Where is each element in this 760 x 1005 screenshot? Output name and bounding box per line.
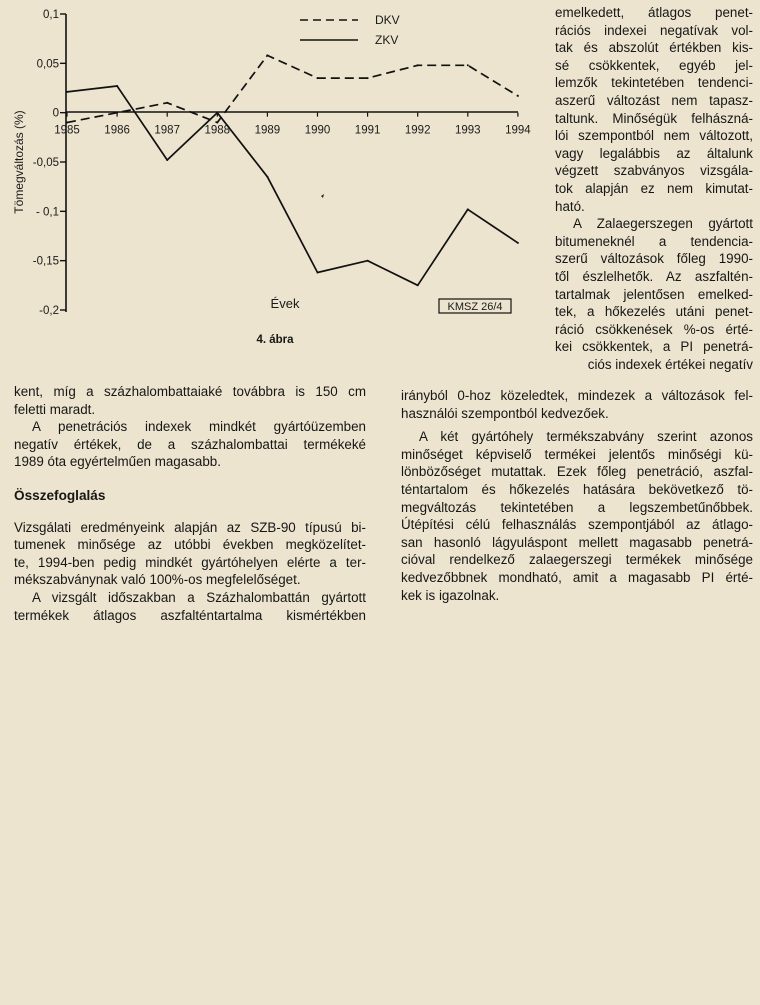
paragraph-line: sé csökkentek, egyéb jel- xyxy=(555,57,753,73)
y-tick-label: - 0,1 xyxy=(35,206,59,219)
paragraph-line: Vizsgálati eredményeink alapján az SZB-90 típusú bi- xyxy=(14,519,366,535)
data-point-zkv xyxy=(517,242,519,244)
x-tick-label: 1989 xyxy=(254,124,281,137)
paragraph-line: cióval rendelkező zalaegerszegi termékek minősége xyxy=(401,552,753,568)
x-tick-label: 1991 xyxy=(354,124,381,137)
paragraph-line: bitumeneknél a tendencia- xyxy=(555,233,753,249)
paragraph-line: lói szempontból nem változott, xyxy=(555,128,753,144)
paragraph-line: A Zalaegerszegen gyártott xyxy=(573,216,753,232)
paragraph-line: megváltozás tekintetében a legszembetűnőbbek. xyxy=(401,499,753,515)
paragraph-line: irányból 0-hoz közeledtek, mindezek a változások fel- xyxy=(401,388,753,403)
paragraph-line: A két gyártóhely termékszabvány szerint azonos xyxy=(419,429,753,445)
paragraph-line: ható. xyxy=(555,198,585,214)
data-point-dkv xyxy=(517,95,519,97)
paragraph-line: te, 1994-ben pedig mindkét gyártóhelyen elérte a ter- xyxy=(14,554,366,570)
paragraph-line: kei csökkentek, a PI penetrá- xyxy=(555,339,753,355)
x-tick-label: 1992 xyxy=(404,124,431,137)
paragraph-line: 1989 óta egyértelműen magasabb. xyxy=(14,454,221,470)
paragraph-line: A penetrációs indexek mindkét gyártóüzemben xyxy=(32,419,366,435)
data-point-dkv xyxy=(166,102,168,104)
x-axis-label: Évek xyxy=(270,296,300,311)
data-point-zkv xyxy=(166,159,168,161)
paragraph-line: tek, a hőkezelés utáni penet- xyxy=(555,304,753,320)
paragraph-line: termékek átlagos aszfalténtartalma kismértékben xyxy=(14,607,366,623)
x-tick-label: 1994 xyxy=(505,124,531,137)
left-column xyxy=(14,383,366,624)
paragraph-line: lönbözőséget mutattak. Ezek főleg penetráció, aszfal- xyxy=(401,464,753,480)
y-tick-label: -0,05 xyxy=(32,157,59,169)
paragraph-line: ciós indexek értékei negatív xyxy=(587,356,753,372)
data-point-dkv xyxy=(367,77,369,79)
legend xyxy=(300,13,400,47)
paragraph-line: végzett szabványos vizsgála- xyxy=(555,163,753,179)
y-tick-group xyxy=(33,9,66,317)
data-point-dkv xyxy=(317,77,319,79)
data-point-zkv xyxy=(216,112,218,114)
y-axis-label: Tömegváltozás (%) xyxy=(12,110,26,214)
paragraph-line: tartalmak jelentősen emelked- xyxy=(555,286,753,302)
right-column-bottom xyxy=(401,387,753,604)
paragraph-line: aszerű változást nem tapasz- xyxy=(555,92,753,108)
data-point-zkv xyxy=(467,208,469,210)
paragraph-line: vagy legalábbis az általunk xyxy=(555,145,753,161)
paragraph-line: kent, míg a százhalombattaiaké továbbra is 150 cm xyxy=(14,384,366,399)
paragraph-line: tak és abszolút értékben kis- xyxy=(555,40,753,56)
paragraph-line: Útépítési célú felhasználás szempontjából az átlago- xyxy=(401,517,753,533)
paragraph-line: használói szempontból kedvezőek. xyxy=(401,405,609,421)
data-point-dkv xyxy=(417,64,419,66)
series-group xyxy=(66,54,519,286)
paragraph-line: kek is igazolnak. xyxy=(401,587,500,603)
data-point-dkv xyxy=(66,122,68,124)
data-point-dkv xyxy=(467,64,469,66)
paragraph-line: emelkedett, átlagos penet- xyxy=(555,5,753,20)
y-tick-label: 0,05 xyxy=(36,58,59,71)
paragraph-line: tumenek minősége az utóbbi években megközelítet- xyxy=(14,537,366,553)
stray-mark xyxy=(321,194,324,198)
paragraph-line: kedvezőbbnek mondható, amit a magasabb PI érté- xyxy=(401,569,753,585)
paragraph-line: téntartalom és hőkezelés hatására bekövetkező tö- xyxy=(401,481,753,497)
y-tick-label: -0,15 xyxy=(32,255,59,268)
data-point-zkv xyxy=(417,284,419,286)
legend-zkv-label: ZKV xyxy=(375,33,399,47)
x-tick-label: 1990 xyxy=(304,124,331,137)
data-point-zkv xyxy=(367,260,369,262)
badge-text: KMSZ 26/4 xyxy=(447,301,503,313)
paragraph-line: lemzők tekintetében tendenci- xyxy=(555,75,753,91)
x-tick-label: 1987 xyxy=(154,124,180,137)
series-line-zkv xyxy=(67,86,518,285)
data-point-zkv xyxy=(116,85,118,87)
y-tick-label: 0 xyxy=(52,107,59,120)
paragraph-line: től észlelhetők. Az aszfaltén- xyxy=(555,268,753,284)
paragraph-line: feletti maradt. xyxy=(14,401,96,417)
section-heading: Összefoglalás xyxy=(14,487,106,503)
data-point-dkv xyxy=(116,112,118,114)
y-tick-label: 0,1 xyxy=(43,9,59,21)
paragraph-line: tok alapján ez nem kimutat- xyxy=(555,180,753,196)
paragraph-line: taltunk. Minőségük felhászná- xyxy=(555,110,753,126)
y-tick-label: -0,2 xyxy=(39,305,59,317)
x-tick-group xyxy=(54,113,531,137)
data-point-zkv xyxy=(66,91,68,93)
x-tick-label: 1985 xyxy=(54,124,80,137)
x-tick-label: 1986 xyxy=(104,124,130,137)
paragraph-line: ráció csökkenések %-os érté- xyxy=(555,321,753,337)
data-point-zkv xyxy=(317,272,319,274)
paragraph-line: minőséget képviselő termékei jelentős minőségi kü- xyxy=(401,446,753,462)
paragraph-line: rációs indexei negatívak vol- xyxy=(555,22,753,38)
line-chart xyxy=(0,0,540,330)
figure-caption: 4. ábra xyxy=(256,334,294,346)
data-point-zkv xyxy=(266,176,268,178)
legend-dkv-label: DKV xyxy=(375,13,400,27)
paragraph-line: A vizsgált időszakban a Százhalombattán gyártott xyxy=(32,589,366,605)
chart-axes xyxy=(66,14,518,312)
paragraph-line: negatív értékek, de a százhalombattai termékeké xyxy=(14,436,366,452)
x-tick-label: 1993 xyxy=(455,124,481,137)
paragraph-line: szerű változások főleg 1990- xyxy=(555,251,753,267)
paragraph-line: san hasonló lágyuláspont mellett magasabb penetrá- xyxy=(401,534,753,550)
kmsz-badge xyxy=(439,299,511,313)
paragraph-line: mékszabványnak való 100%-os megfelelőséget. xyxy=(14,572,301,588)
right-column-top xyxy=(555,4,753,373)
data-point-dkv xyxy=(216,122,218,124)
x-tick-label: 1988 xyxy=(204,124,231,137)
data-point-dkv xyxy=(266,54,268,56)
